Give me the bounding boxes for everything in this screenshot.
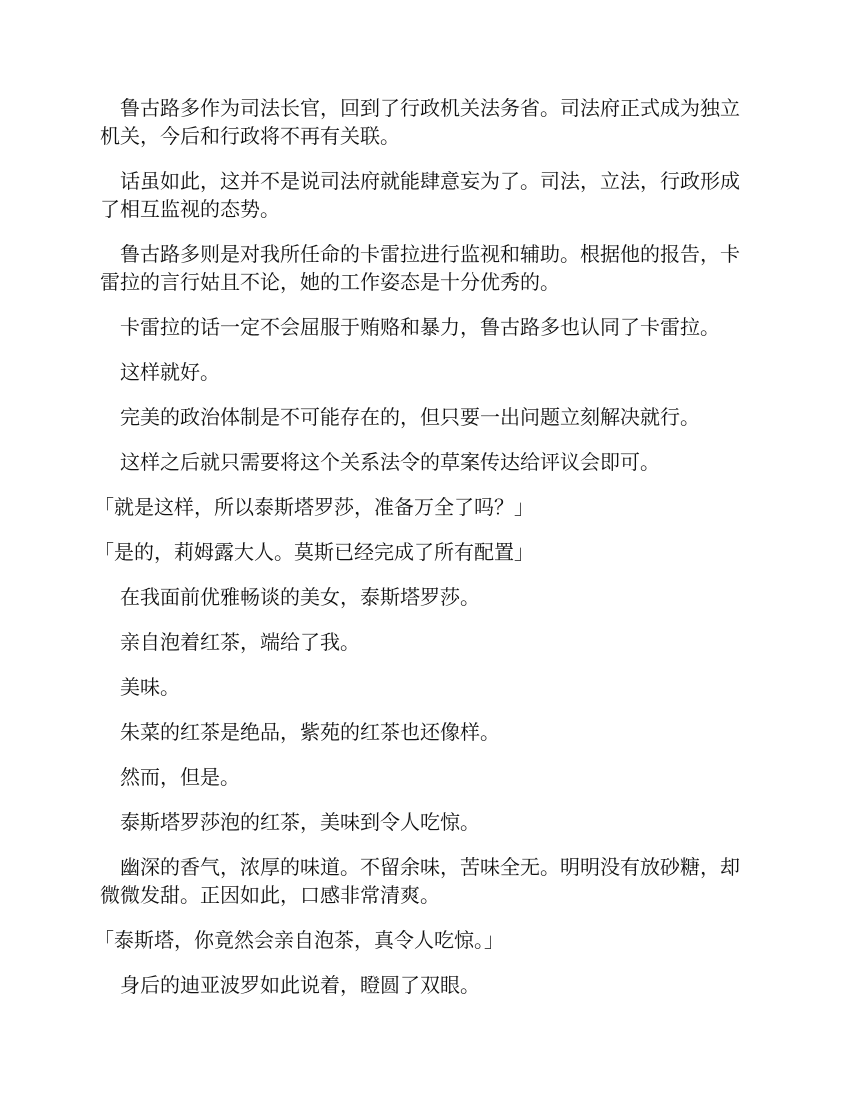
- paragraph: 鲁古路多作为司法长官，回到了行政机关法务省。司法府正式成为独立机关，今后和行政将不再有关联。: [100, 96, 740, 148]
- paragraph: 在我面前优雅畅谈的美女，泰斯塔罗莎。: [120, 585, 480, 609]
- dialogue-line: 「泰斯塔，你竟然会亲自泡茶，真令人吃惊。」: [94, 928, 504, 952]
- paragraph: 完美的政治体制是不可能存在的，但只要一出问题立刻解决就行。: [120, 405, 700, 429]
- dialogue-line: 「就是这样，所以泰斯塔罗莎，准备万全了吗？」: [94, 495, 534, 519]
- paragraph: 美味。: [120, 675, 180, 699]
- paragraph: 话虽如此，这并不是说司法府就能肆意妄为了。司法，立法，行政形成了相互监视的态势。: [100, 169, 740, 221]
- paragraph: 鲁古路多则是对我所任命的卡雷拉进行监视和辅助。根据他的报告，卡雷拉的言行姑且不论，她的工作姿态是十分优秀的。: [100, 242, 740, 294]
- paragraph: 亲自泡着红茶，端给了我。: [120, 630, 360, 654]
- paragraph: 然而，但是。: [120, 765, 240, 789]
- dialogue-line: 「是的，莉姆露大人。莫斯已经完成了所有配置」: [94, 540, 534, 564]
- paragraph: 朱菜的红茶是绝品，紫苑的红茶也还像样。: [120, 720, 500, 744]
- paragraph: 泰斯塔罗莎泡的红茶，美味到令人吃惊。: [120, 810, 480, 834]
- paragraph: 身后的迪亚波罗如此说着，瞪圆了双眼。: [120, 973, 480, 997]
- paragraph: 卡雷拉的话一定不会屈服于贿赂和暴力，鲁古路多也认同了卡雷拉。: [120, 315, 720, 339]
- paragraph: 这样就好。: [120, 360, 220, 384]
- paragraph: 这样之后就只需要将这个关系法令的草案传达给评议会即可。: [120, 450, 660, 474]
- paragraph: 幽深的香气，浓厚的味道。不留余味，苦味全无。明明没有放砂糖，却微微发甜。正因如此，口感非常清爽。: [100, 855, 740, 907]
